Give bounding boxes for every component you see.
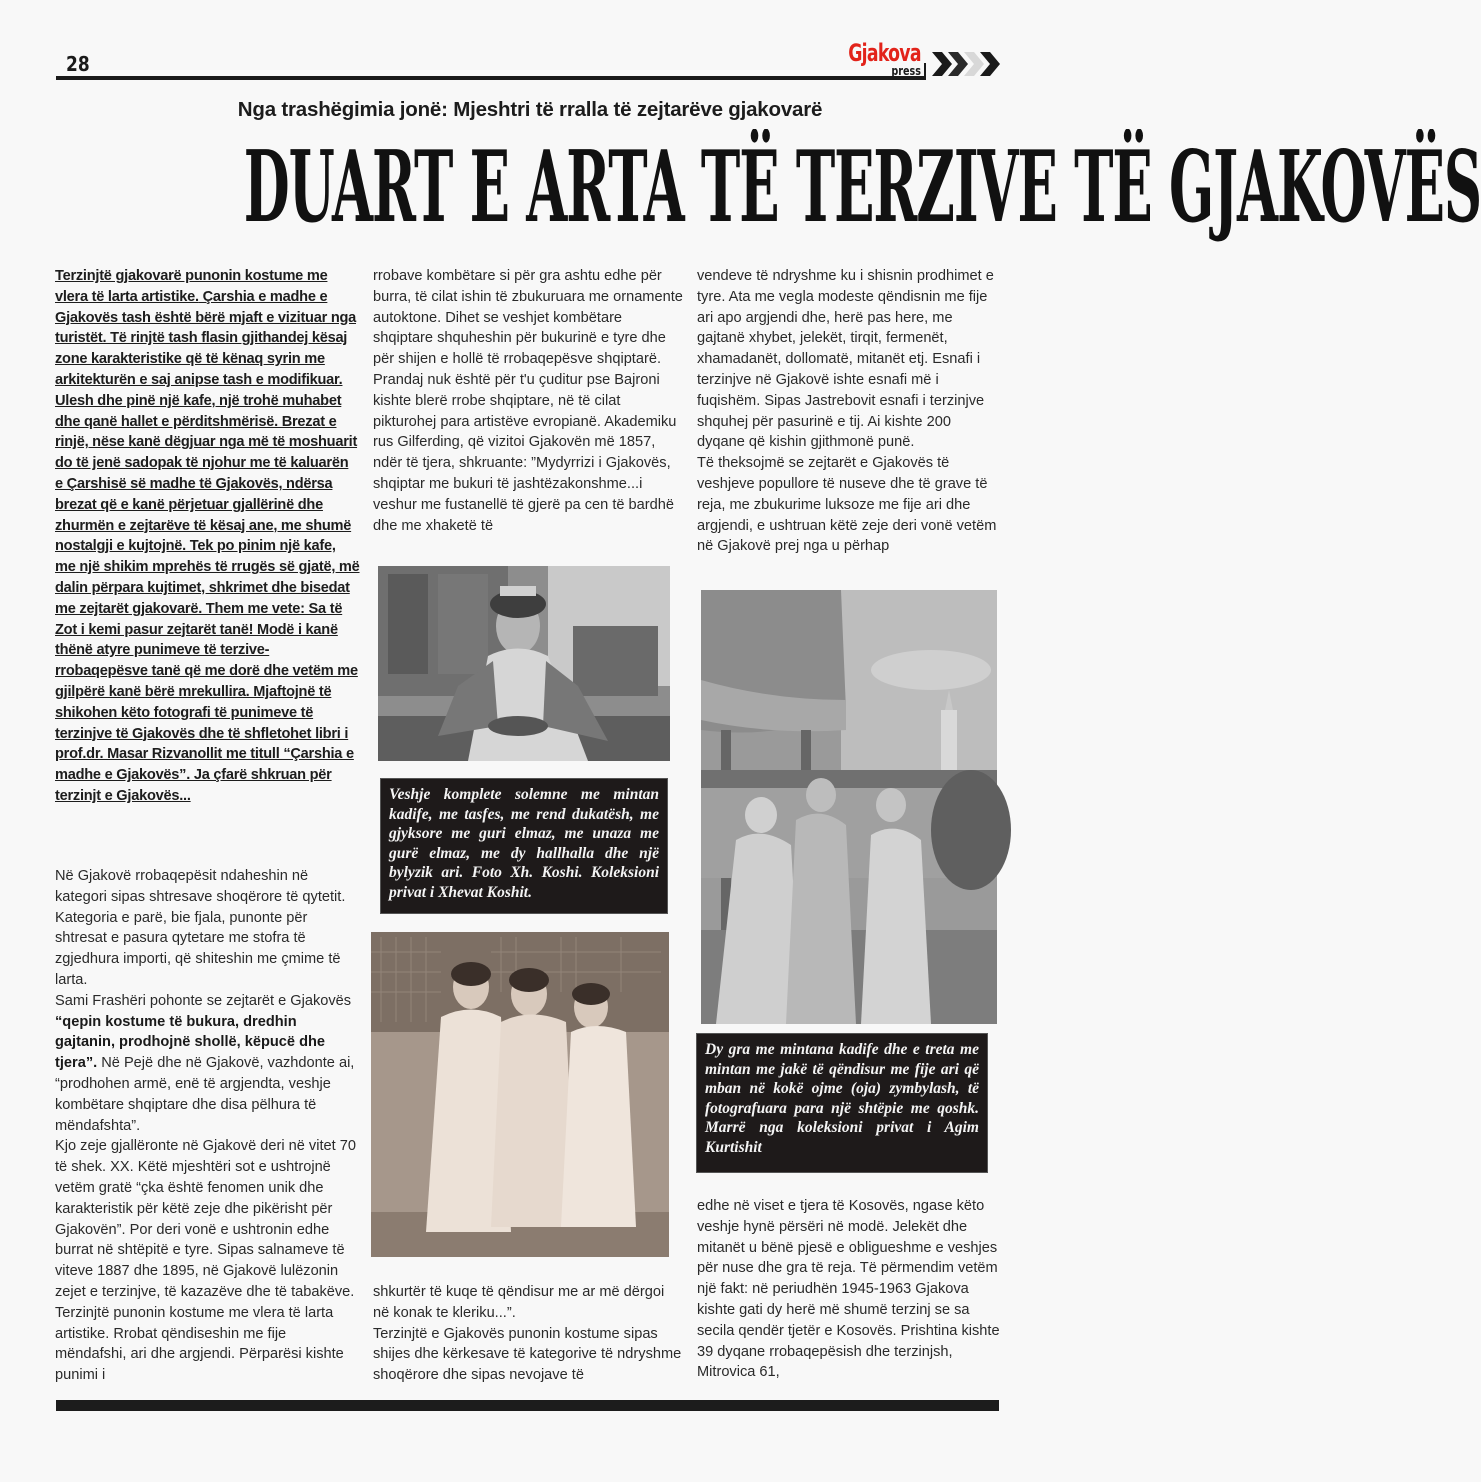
text-span: Në Pejë dhe në Gjakovë, vazhdonte ai, “prodhohen armë, enë të argjendta, veshje kombëtare shqiptare dhe disa pëlhura të mëndafshta”. xyxy=(55,1055,355,1134)
footer-rule xyxy=(56,1400,999,1411)
paragraph-quote xyxy=(55,991,360,1137)
column-3-top xyxy=(697,266,1002,557)
publication-logo xyxy=(815,39,925,79)
chevrons-icon xyxy=(930,50,1000,78)
column-2-bottom xyxy=(373,1282,683,1386)
article-intro xyxy=(55,266,360,807)
column-2-top xyxy=(373,266,683,536)
paragraph: vendeve të ndryshme ku i shisnin prodhimet e tyre. Ata me vegla modeste qëndisnin me fije ari apo argjendi dhe, herë pas here, me gajtanë xhybet, jelekët, tirqit, fermenët, xhamadanët, dollomatë, mitanët etj. Esnafi i terzinjve në Gjakovë ishte esnafi më i fuqishëm. Sipas Jastrebovit esnafi i terzinjve shquhej për pasurinë e tij. Ai kishte 200 dyqane që kishin gjithmonë punë. xyxy=(697,268,994,451)
photo-seated-woman-image xyxy=(378,566,670,761)
paragraph: edhe në viset e tjera të Kosovës, ngase këto veshje hynë përsëri në modë. Jelekët dhe mitanët u bënë pjesë e obligueshme e veshjes për nuse dhe gra të reja. Të përmendim vetëm një fakt: në periudhën 1945-1963 Gjakova kishte gati dy herë më shumë terzinj se sa secila qendër tjetër e Kosovës. Prishtina kishte 39 dyqane rrobaqepësish dhe terzinjsh, Mitrovica 61, xyxy=(697,1198,1000,1381)
logo-sub-text: press xyxy=(891,64,921,78)
photo-caption: Veshje komplete solemne me mintan kadife, me tasfes, me rend dukatësh, me gjyksore me guri elmaz, me unaza me gurë elmaz, me dy hallhalla dhe një bylyzik ari. Foto Xh. Koshi. Koleksioni privat i Xhevat Koshit. xyxy=(380,778,668,914)
photo-courtyard-women xyxy=(701,590,997,1024)
column-3-bottom xyxy=(697,1196,1002,1383)
logo-main-text: Gjakova xyxy=(848,39,921,67)
column-1-body xyxy=(55,866,360,1386)
paragraph: Në Gjakovë rrobaqepësit ndaheshin në kategori sipas shtresave shoqërore të qytetit. Kategoria e parë, bie fjala, punonte për shtresat e pasura qytetare me stofra të zgjedhura importi, që shiteshin me çmime të larta. xyxy=(55,868,346,988)
page-number: 28 xyxy=(66,52,90,76)
photo-courtyard-women-image xyxy=(701,590,997,1024)
header-rule xyxy=(56,76,926,80)
paragraph: shkurtër të kuqe të qëndisur me ar më dërgoi në konak te kleriku...”. xyxy=(373,1284,665,1321)
bold-quote: “qepin kostume të bukura, dredhin gajtanin, prodhojnë shollë, këpucë dhe tjera”. xyxy=(55,1013,326,1072)
paragraph: Terzinjtë e Gjakovës punonin kostume sipas shijes dhe kërkesave të kategorive të ndryshme shoqërore dhe sipas nevojave të xyxy=(373,1325,682,1384)
photo-seated-woman xyxy=(378,566,670,761)
chevron-1 xyxy=(932,52,952,76)
photo-three-women xyxy=(371,932,669,1257)
paragraph: rrobave kombëtare si për gra ashtu edhe për burra, të cilat ishin të zbukuruara me ornamente autoktone. Dihet se veshjet kombëtare shqiptare shquheshin për bukurinë e tyre dhe për shijen e hollë të rrobaqepësve shqiptarë. Prandaj nuk është për t'u çuditur pse Bajroni kishte blerë rrobe shqiptare, në të cilat pikturohej para artistëve evropianë. Akademiku rus Gilferding, që vizitoi Gjakovën më 1857, ndër të tjera, shkruante: ”Mydyrrizi i Gjakovës, shqiptar me bukuri të jashtëzakonshme...i veshur me fustanellë të gjerë pa cen të bardhë dhe me xhaketë të xyxy=(373,268,683,534)
paragraph: Kjo zeje gjallëronte në Gjakovë deri në vitet 70 të shek. XX. Këtë mjeshtëri sot e ushtrojnë vetëm gratë “çka është fenomen unik dhe karakteristik për këtë zeje dhe pikërisht për Gjakovën”. Por deri vonë e ushtronin edhe burrat në shtëpitë e tyre. Sipas salnameve të viteve 1887 dhe 1895, në Gjakovë lulëzonin zejet e terzinjve, të kazazëve dhe të tabakëve. Terzinjtë punonin kostume me vlera të larta artistike. Rrobat qëndiseshin me fije mëndafshi, ari dhe argjendi. Përparësi kishte punimi i xyxy=(55,1138,356,1384)
text-span: Sami Frashëri pohonte se zejtarët e Gjakovës xyxy=(55,992,352,1009)
photo-three-women-image xyxy=(371,932,669,1257)
intro-lead: Terzinjtë gjakovarë punonin kostume me vlera të larta artistike. xyxy=(55,268,328,305)
intro-underlined: Çarshia e madhe e Gjakovës tash është bërë mjaft e vizituar nga turistët. Të rinjtë tash flasin gjithandej kësaj zone karakteristike që të kënaq syrin me arkitekturën e saj anipse tash e modifikuar. Ulesh dhe pinë një kafe, një trohë muhabet dhe qanë hallet e përditshmërisë. Brezat e rinjë, nëse kanë dëgjuar nga më të moshuarit do të jenë sadopak të njohur me të kaluarën e Çarshisë së madhe të Gjakovës, ndërsa brezat që e kanë përjetuar gjallërinë dhe zhurmën e zejtarëve të kësaj ane, me shumë nostalgji e kujtojnë. Tek po pinim një kafe, me një shikim mprehës të rrugës së gjatë, më dalin përpara kujtimet, shkrimet dhe bisedat me zejtarët gjakovarë. Them me vete: Sa të Zot i kemi pasur zejtarët tanë! Modë i kanë thënë atyre punimeve të terzive-rrobaqepësve tanë që me dorë dhe vetëm me gjilpërë kanë bërë mrekullira. Mjaftojnë të shikohen këto fotografi të punimeve të terzinjve të Gjakovës dhe të shfletohet libri i prof.dr. Masar Rizvanollit me titull “Çarshia e madhe e Gjakovës”. Ja çfarë shkruan për terzinjt e Gjakovës... xyxy=(55,288,360,804)
article-subtitle: Nga trashëgimia jonë: Mjeshtri të rralla të zejtarëve gjakovarë xyxy=(237,98,823,121)
article-headline: DUART E ARTA TË TERZIVE TË GJAKOVËS xyxy=(243,130,1481,245)
headline-container xyxy=(0,128,1481,248)
paragraph: Të theksojmë se zejtarët e Gjakovës të veshjeve popullore të nuseve dhe të grave të reja, me zbukurime luksoze me fije ari dhe argjendi, e ushtruan këtë zeje deri vonë vetëm në Gjakovë prej nga u përhap xyxy=(697,455,997,555)
photo-caption: Dy gra me mintana kadife dhe e treta me mintan me jakë të qëndisur me fije ari që mban në kokë ojme (oja) zymbylash, të fotografuara para një shtëpie me qoshk. Marrë nga koleksioni privat i Agim Kurtishit xyxy=(696,1033,988,1173)
